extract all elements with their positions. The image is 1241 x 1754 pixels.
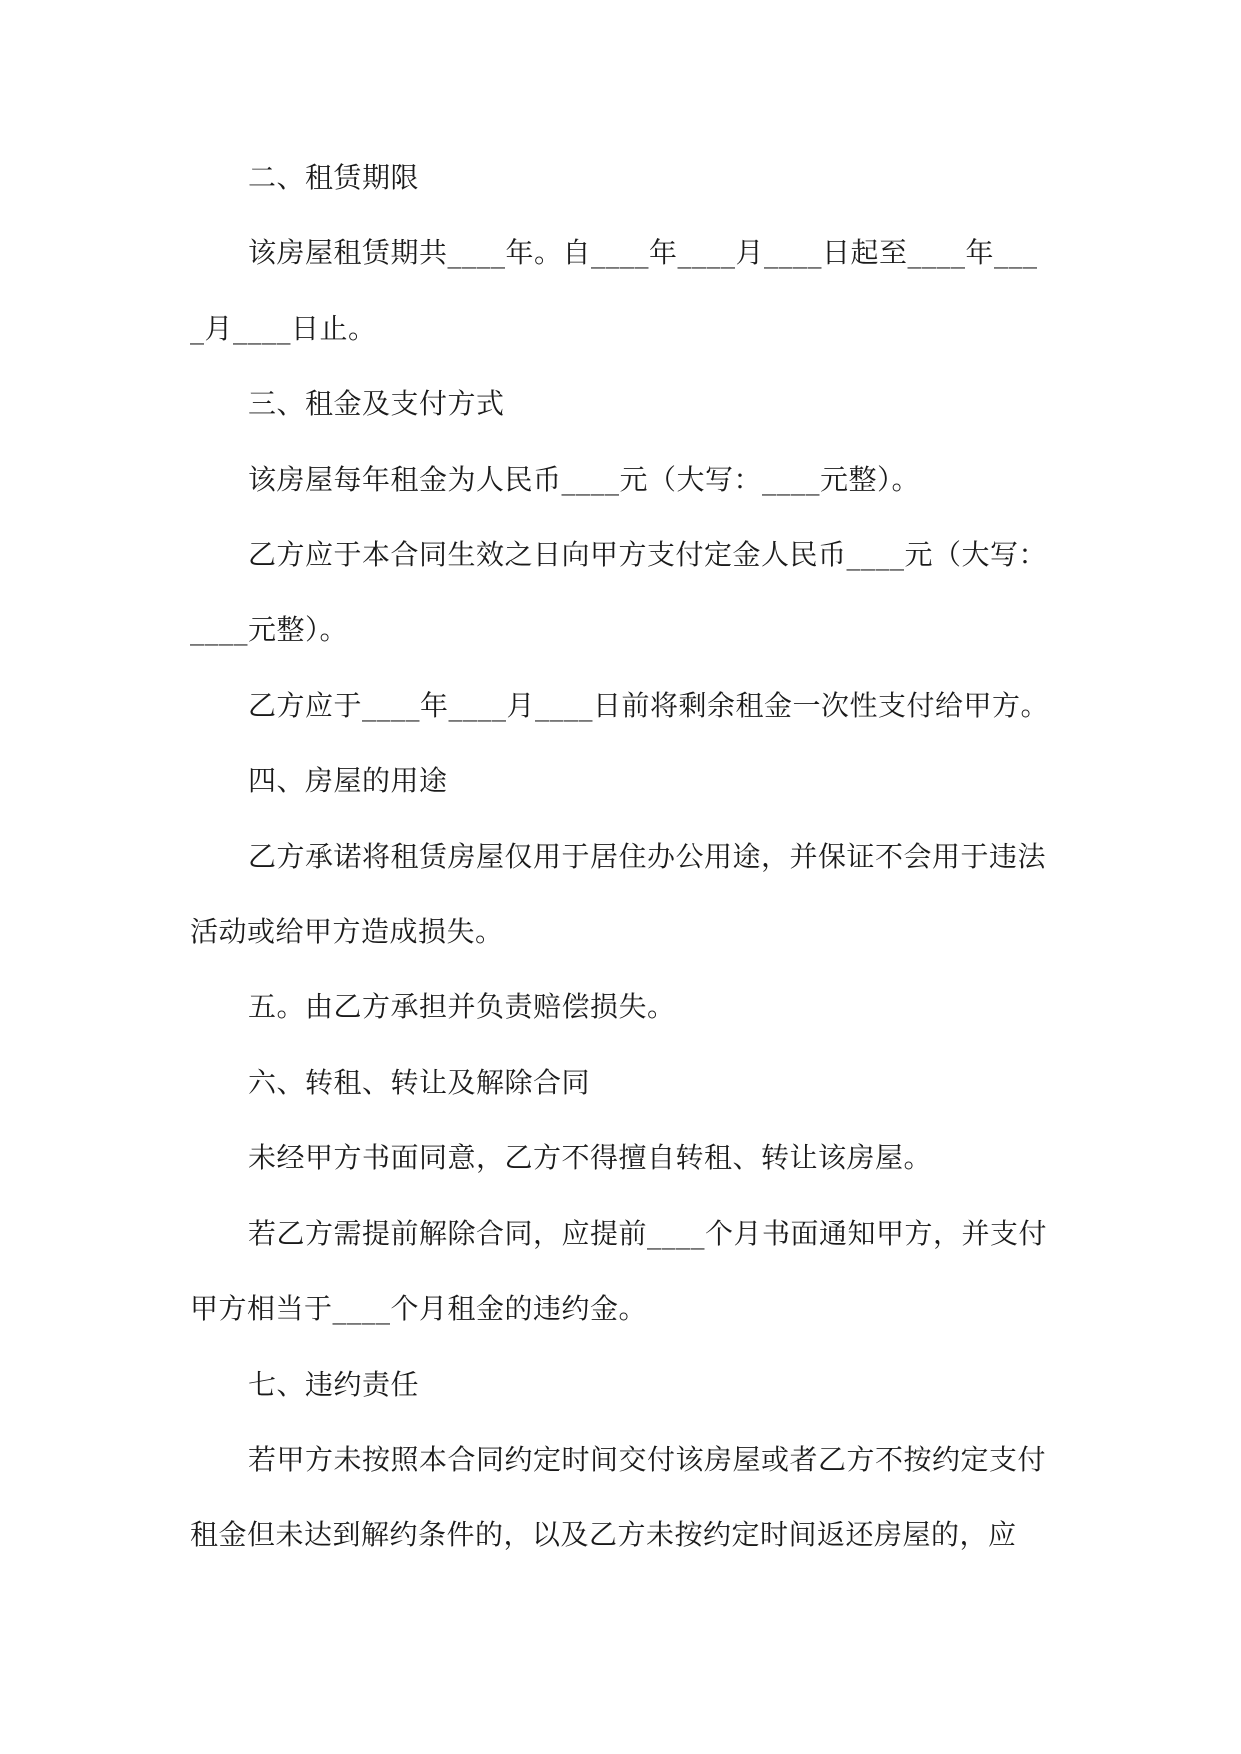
paragraph-remaining-rent: 乙方应于____年____月____日前将剩余租金一次性支付给甲方。 <box>248 688 1050 722</box>
paragraph-deposit: 乙方应于本合同生效之日向甲方支付定金人民币____元（大写：____元整）。 <box>190 538 1048 647</box>
section-heading-breach: 七、违约责任 <box>248 1367 420 1401</box>
paragraph-early-termination: 若乙方需提前解除合同，应提前____个月书面通知甲方，并支付甲方相当于____个月租金的违约金。 <box>190 1216 1048 1326</box>
paragraph-usage-commitment: 乙方承诺将租赁房屋仅用于居住办公用途，并保证不会用于违法活动或给甲方造成损失。 <box>190 839 1047 949</box>
section-heading-sublease: 六、转租、转让及解除合同 <box>248 1065 591 1099</box>
section-heading-lease-term: 二、租赁期限 <box>248 161 420 194</box>
paragraph-section-five: 五。由乙方承担并负责赔偿损失。 <box>248 990 676 1024</box>
paragraph-no-sublease: 未经甲方书面同意，乙方不得擅自转租、转让该房屋。 <box>248 1141 933 1175</box>
paragraph-annual-rent: 该房屋每年租金为人民币____元（大写：____元整）。 <box>248 462 921 496</box>
paragraph-breach-liability: 若甲方未按照本合同约定时间交付该房屋或者乙方不按约定支付租金但未达到解约条件的，以及乙方未按约定时间返还房屋的，应 <box>190 1442 1047 1552</box>
document-body <box>190 140 1050 1573</box>
paragraph-lease-period: 该房屋租赁期共____年。自____年____月____日起至____年____月____日止。 <box>190 236 1038 345</box>
section-heading-rent-payment: 三、租金及支付方式 <box>248 387 505 421</box>
section-heading-usage: 四、房屋的用途 <box>248 764 448 798</box>
